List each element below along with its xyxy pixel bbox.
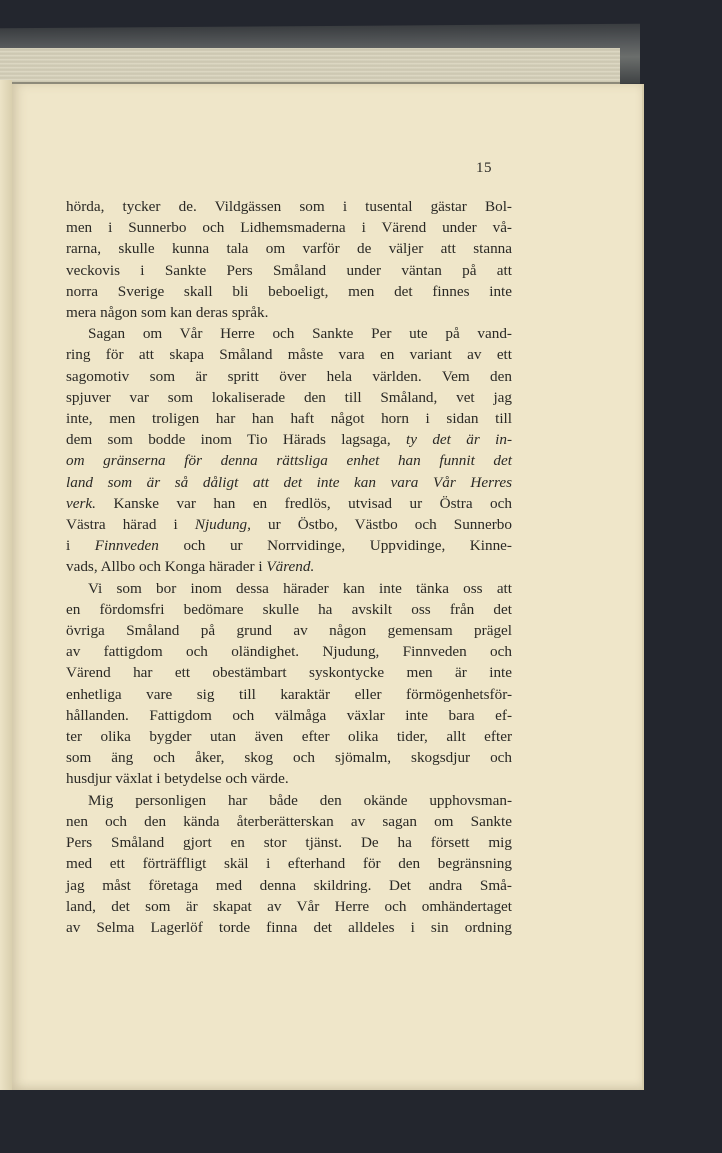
italic-text: om gränserna för denna rättsliga enhet han funnit det bbox=[66, 452, 512, 470]
text-line bbox=[66, 726, 512, 747]
text-line bbox=[66, 344, 512, 365]
text-run: inte, men troligen har han haft något horn i sidan till bbox=[66, 410, 512, 428]
text-line bbox=[66, 917, 512, 938]
text-line bbox=[66, 832, 512, 853]
text-run: som äng och åker, skog och sjömalm, skogsdjur och bbox=[66, 749, 512, 767]
text-run: en fördomsfri bedömare skulle ha avskilt oss från det bbox=[66, 600, 512, 618]
text-run: land, det som är skapat av Vår Herre och omhändertaget bbox=[66, 897, 512, 915]
text-line bbox=[66, 450, 512, 471]
text-run: dem som bodde inom Tio Härads lagsaga, bbox=[66, 431, 407, 449]
text-line bbox=[66, 641, 512, 662]
text-run: ring för att skapa Småland måste vara en variant av ett bbox=[66, 346, 512, 364]
text-line bbox=[66, 472, 512, 493]
text-run: spjuver var som lokaliserade den till Småland, vet jag bbox=[66, 388, 512, 406]
text-run: och ur Norrvidinge, Uppvidinge, Kinne- bbox=[158, 537, 512, 555]
text-line bbox=[66, 196, 512, 217]
text-line bbox=[66, 875, 512, 896]
text-line bbox=[66, 238, 512, 259]
text-run: men i Sunnerbo och Lidhemsmaderna i Värend under vå- bbox=[66, 219, 512, 237]
text-line bbox=[66, 811, 512, 832]
text-line bbox=[66, 493, 512, 514]
text-run: ter olika bygder utan även efter olika tider, allt efter bbox=[66, 728, 512, 746]
text-run: ur Östbo, Västbo och Sunnerbo bbox=[250, 516, 512, 534]
text-line bbox=[66, 260, 512, 281]
text-line bbox=[66, 514, 512, 535]
italic-text: land som är så dåligt att det inte kan vara Vår Herres bbox=[66, 473, 512, 491]
text-run: nen och den kända återberätterskan av sagan om Sankte bbox=[66, 812, 512, 830]
book-cover-edge bbox=[0, 80, 12, 1090]
italic-text: Njudung, bbox=[194, 516, 251, 534]
text-line bbox=[66, 768, 512, 789]
text-line bbox=[66, 896, 512, 917]
text-run: norra Sverige skall bli beboeligt, men det finnes inte bbox=[66, 282, 512, 300]
text-line bbox=[66, 599, 512, 620]
page-number: 15 bbox=[476, 160, 492, 176]
text-run: av fattigdom och oländighet. Njudung, Finnveden och bbox=[66, 643, 512, 661]
text-run: hållanden. Fattigdom och välmåga växlar inte bara ef- bbox=[66, 706, 512, 724]
text-line bbox=[66, 429, 512, 450]
text-run: sagomotiv som är spritt över hela världen. Vem den bbox=[66, 367, 512, 385]
italic-text: Värend. bbox=[266, 558, 315, 576]
text-run: Kanske var han en fredlös, utvisad ur Östra och bbox=[95, 494, 512, 512]
text-line bbox=[66, 387, 512, 408]
text-line bbox=[66, 662, 512, 683]
text-line bbox=[66, 535, 512, 556]
text-run: Värend har ett obestämbart syskontycke men är inte bbox=[66, 664, 512, 682]
text-run: vads, Allbo och Konga härader i bbox=[66, 558, 267, 576]
text-run: övriga Småland på grund av någon gemensam prägel bbox=[66, 622, 512, 640]
italic-text: verk. bbox=[66, 494, 96, 512]
text-line bbox=[66, 217, 512, 238]
page-edges bbox=[0, 48, 620, 84]
text-run: mera någon som kan deras språk. bbox=[66, 304, 269, 322]
body-text bbox=[66, 196, 512, 938]
italic-text: ty det är in- bbox=[406, 431, 513, 449]
text-line bbox=[66, 790, 512, 811]
text-run: Västra härad i bbox=[66, 516, 195, 534]
text-run: med ett förträffligt skäl i efterhand för den begränsning bbox=[66, 855, 512, 873]
text-line bbox=[66, 853, 512, 874]
text-run: Vi som bor inom dessa härader kan inte tänka oss att bbox=[88, 579, 512, 597]
text-run: i bbox=[66, 537, 95, 555]
text-run: veckovis i Sankte Pers Småland under väntan på att bbox=[66, 261, 512, 279]
text-run: Mig personligen har både den okände upphovsman- bbox=[88, 791, 512, 809]
text-line bbox=[66, 408, 512, 429]
text-line bbox=[66, 578, 512, 599]
text-run: Pers Småland gjort en stor tjänst. De ha försett mig bbox=[66, 834, 512, 852]
text-run: hörda, tycker de. Vildgässen som i tusental gästar Bol- bbox=[66, 198, 512, 215]
text-run: jag måst företaga med denna skildring. Det andra Små- bbox=[66, 876, 512, 894]
text-line bbox=[66, 747, 512, 768]
text-line bbox=[66, 323, 512, 344]
italic-text: Finnveden bbox=[94, 537, 159, 555]
text-line bbox=[66, 705, 512, 726]
text-run: rarna, skulle kunna tala om varför de väljer att stanna bbox=[66, 240, 512, 258]
text-run: av Selma Lagerlöf torde finna det alldeles i sin ordning bbox=[66, 918, 512, 936]
text-run: husdjur växlat i betydelse och värde. bbox=[66, 770, 289, 788]
text-run: enhetliga vare sig till karaktär eller förmögenhetsför- bbox=[66, 685, 512, 703]
text-line bbox=[66, 620, 512, 641]
text-line bbox=[66, 281, 512, 302]
text-line bbox=[66, 556, 512, 577]
text-run: Sagan om Vår Herre och Sankte Per ute på vand- bbox=[88, 325, 512, 343]
text-line bbox=[66, 684, 512, 705]
text-line bbox=[66, 366, 512, 387]
text-line bbox=[66, 302, 512, 323]
